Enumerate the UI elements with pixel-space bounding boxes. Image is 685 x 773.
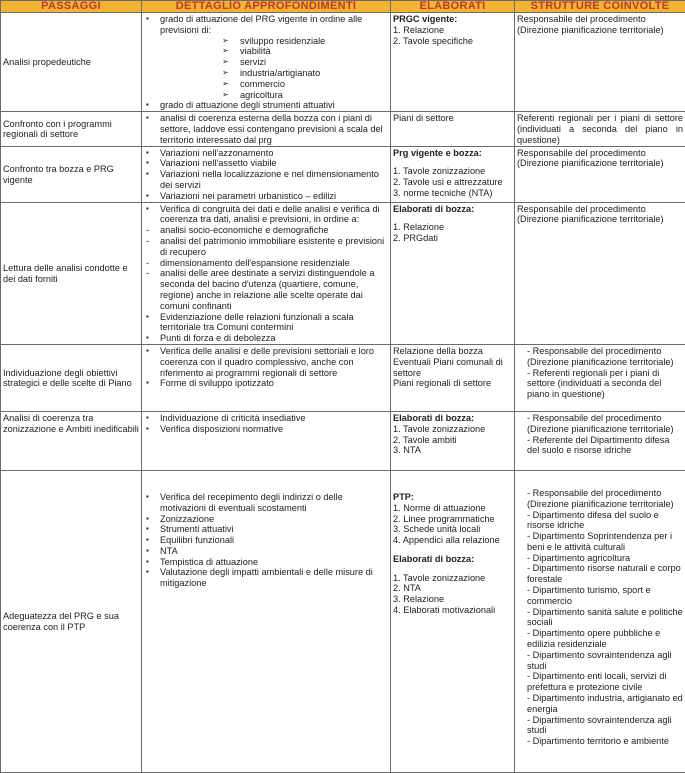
list-item: - Dipartimento sanità salute e politiche sociali — [527, 607, 683, 629]
list-item: - Dipartimento enti locali, servizi di prefettura e protezione civile — [527, 671, 683, 693]
arrow-icon: ➢ — [222, 46, 229, 57]
list-item: - Dipartimento agricoltura — [527, 553, 683, 564]
cell-elaborati — [391, 112, 515, 146]
cell-strutture — [515, 112, 685, 146]
list-item: ▪ Punti di forza e di debolezza — [144, 333, 388, 344]
list-item: 1. Tavole zonizzazione — [393, 573, 512, 584]
list-item: ➢ viabilità — [144, 46, 388, 57]
elaborati-title: Prg vigente e bozza: — [393, 148, 512, 159]
cell-strutture — [515, 146, 685, 202]
list-item: - Dipartimento sovraintendenza agli studi — [527, 650, 683, 672]
cell-elaborati — [391, 13, 515, 112]
list-item: Referenti regionali per i piani di settore (individuati a seconda del piano in questione) — [517, 113, 683, 145]
list-item: 2. Linee programmatiche — [393, 514, 512, 525]
cell-dettaglio — [142, 146, 391, 202]
list-item: - dimensionamento dell'espansione residenziale — [144, 258, 388, 269]
header-elaborati: ELABORATI — [391, 1, 515, 13]
cell-strutture — [515, 470, 685, 772]
list-item: ▪ grado di attuazione del PRG vigente in ordine alle previsioni di: — [144, 14, 388, 36]
list-item: ➢ agricoltura — [144, 90, 388, 101]
list-item: 3. NTA — [393, 445, 512, 456]
elaborati-title: Elaborati di bozza: — [393, 204, 512, 215]
header-strutture: STRUTTURE COINVOLTE — [515, 1, 685, 13]
cell-elaborati — [391, 202, 515, 344]
elaborati-title: PRGC vigente: — [393, 14, 512, 25]
list-item: ➢ sviluppo residenziale — [144, 36, 388, 47]
list-item: 4. Elaborati motivazionali — [393, 605, 512, 616]
list-item: ▪ Evidenziazione delle relazioni funzionali a scala territoriale tra Comuni contermini — [144, 312, 388, 334]
list-item: ▪ Variazioni nei parametri urbanistico – edilizi — [144, 191, 388, 202]
list-item: ▪ Verifica disposizioni normative — [144, 424, 388, 435]
list-item: Piani di settore — [393, 113, 512, 124]
cell-passaggio: Lettura delle analisi condotte e dei dati forniti — [1, 202, 142, 344]
table-row — [1, 146, 685, 202]
list-item: ▪ Verifica del recepimento degli indirizzi o delle motivazioni di eventuali scostamenti — [144, 492, 388, 514]
cell-dettaglio — [142, 202, 391, 344]
cell-dettaglio — [142, 344, 391, 411]
table-row — [1, 344, 685, 411]
cell-dettaglio — [142, 112, 391, 146]
arrow-icon: ➢ — [222, 90, 229, 101]
list-item: Eventuali Piani comunali di settore — [393, 357, 512, 379]
arrow-icon: ➢ — [222, 68, 229, 79]
list-item: 1. Relazione — [393, 25, 512, 36]
list-item: ▪ grado di attuazione degli strumenti attuativi — [144, 100, 388, 111]
list-item: ▪ Tempistica di attuazione — [144, 557, 388, 568]
list-item: 1. Tavole zonizzazione — [393, 166, 512, 177]
list-item: 2. Tavole specifiche — [393, 36, 512, 47]
cell-passaggio: Analisi di coerenza tra zonizzazione e Ambiti inedificabili — [1, 411, 142, 470]
header-dettaglio: DETTAGLIO APPROFONDIMENTI — [142, 1, 391, 13]
list-item: - analisi socio-economiche e demografiche — [144, 225, 388, 236]
list-item: 1. Tavole zonizzazione — [393, 424, 512, 435]
list-item: Piani regionali di settore — [393, 378, 512, 389]
list-item: (Direzione pianificazione territoriale) — [517, 25, 683, 36]
list-item: 4. Appendici alla relazione — [393, 535, 512, 546]
cell-elaborati — [391, 411, 515, 470]
list-item: - Dipartimento sovraintendenza agli studi — [527, 715, 683, 737]
arrow-icon: ➢ — [222, 79, 229, 90]
list-item: 1. Relazione — [393, 222, 512, 233]
cell-elaborati — [391, 146, 515, 202]
list-item: 2. Tavole ambiti — [393, 435, 512, 446]
list-item: ▪ Variazioni nella localizzazione e nel dimensionamento dei servizi — [144, 169, 388, 191]
cell-passaggio: Adeguatezza del PRG e sua coerenza con il PTP — [1, 470, 142, 772]
list-item: ▪ Strumenti attuativi — [144, 524, 388, 535]
list-item: - Referenti regionali per i piani di settore (individuati a seconda del piano in questione) — [527, 368, 683, 400]
list-item: ▪ Verifica di congruità dei dati e delle analisi e verifica di coerenza tra dati, analisi e previsioni, in ordine a: — [144, 204, 388, 226]
list-item: 3. Relazione — [393, 594, 512, 605]
list-item: ➢ commercio — [144, 79, 388, 90]
cell-passaggio: Individuazione degli obiettivi strategici e delle scelte di Piano — [1, 344, 142, 411]
table-row — [1, 112, 685, 146]
list-item: - Responsabile del procedimento (Direzione pianificazione territoriale) — [527, 346, 683, 368]
list-item: 2. PRGdati — [393, 233, 512, 244]
list-item: - analisi del patrimonio immobiliare esistente e previsioni di recupero — [144, 236, 388, 258]
list-item: ▪ Variazioni nell'azzonamento — [144, 148, 388, 159]
list-item: 3. Schede unità locali — [393, 524, 512, 535]
list-item: ▪ analisi di coerenza esterna della bozza con i piani di settore, laddove essi contengano previsioni a scala del territorio interessato dal prg — [144, 113, 388, 145]
list-item: ➢ industria/artigianato — [144, 68, 388, 79]
header-row — [1, 1, 685, 13]
list-item: ▪ Equilibri funzionali — [144, 535, 388, 546]
cell-dettaglio — [142, 13, 391, 112]
list-item: Relazione della bozza — [393, 346, 512, 357]
arrow-icon: ➢ — [222, 57, 229, 68]
list-item: - Responsabile del procedimento (Direzione pianificazione territoriale) — [527, 488, 683, 510]
list-item: - Dipartimento industria, artigianato ed energia — [527, 693, 683, 715]
list-item: Responsabile del procedimento — [517, 14, 683, 25]
table-row — [1, 411, 685, 470]
table-row — [1, 202, 685, 344]
list-item: ▪ Valutazione degli impatti ambientali e delle misure di mitigazione — [144, 567, 388, 589]
arrow-icon: ➢ — [222, 36, 229, 47]
list-item: - Dipartimento opere pubbliche e edilizia residenziale — [527, 628, 683, 650]
list-item: ▪ Forme di sviluppo ipotizzato — [144, 378, 388, 389]
table-row — [1, 470, 685, 772]
list-item: ▪ Variazioni nell'assetto viabile — [144, 158, 388, 169]
list-item: 1. Norme di attuazione — [393, 503, 512, 514]
list-item: - Dipartimento difesa del suolo e risorse idriche — [527, 510, 683, 532]
list-item: Responsabile del procedimento — [517, 204, 683, 215]
cell-dettaglio — [142, 470, 391, 772]
list-item: - Responsabile del procedimento (Direzione pianificazione territoriale) — [527, 413, 683, 435]
cell-elaborati — [391, 470, 515, 772]
cell-passaggio: Confronto tra bozza e PRG vigente — [1, 146, 142, 202]
list-item: (Direzione pianificazione territoriale) — [517, 214, 683, 225]
list-item: ▪ Zonizzazione — [144, 514, 388, 525]
list-item: ▪ Verifica delle analisi e delle previsioni settoriali e loro coerenza con il quadro complessivo, anche con riferimento ai programmi regionali di settore — [144, 346, 388, 378]
list-item: ➢ servizi — [144, 57, 388, 68]
list-item: 2. Tavole usi e attrezzature — [393, 177, 512, 188]
list-item: 2. NTA — [393, 583, 512, 594]
cell-strutture — [515, 13, 685, 112]
list-item: ▪ Individuazione di criticità insediative — [144, 413, 388, 424]
list-item: - Dipartimento territorio e ambiente — [527, 736, 683, 747]
cell-strutture — [515, 411, 685, 470]
list-item: - analisi delle aree destinate a servizi distinguendole a seconda del bacino d'utenza (quartiere, comune, regione) anche in relazione alle scelte operate dai comuni confinanti — [144, 268, 388, 311]
elaborati-title: PTP: — [393, 492, 512, 503]
elaborati-title: Elaborati di bozza: — [393, 413, 512, 424]
table-row — [1, 13, 685, 112]
list-item: - Referente del Dipartimento difesa del suolo e risorse idriche — [527, 435, 683, 457]
cell-strutture — [515, 202, 685, 344]
list-item: - Dipartimento risorse naturali e corpo forestale — [527, 563, 683, 585]
cell-strutture — [515, 344, 685, 411]
cell-passaggio: Analisi propedeutiche — [1, 13, 142, 112]
list-item: - Dipartimento Soprintendenza per i beni e le attività culturali — [527, 531, 683, 553]
cell-dettaglio — [142, 411, 391, 470]
list-item: ▪ NTA — [144, 546, 388, 557]
elaborati-title: Elaborati di bozza: — [393, 554, 512, 565]
list-item: Responsabile del procedimento — [517, 148, 683, 159]
list-item: (Direzione pianificazione territoriale) — [517, 158, 683, 169]
list-item: - Dipartimento turismo, sport e commercio — [527, 585, 683, 607]
list-item: 3. norme tecniche (NTA) — [393, 188, 512, 199]
cell-passaggio: Confronto con i programmi regionali di settore — [1, 112, 142, 146]
header-passaggi: PASSAGGI — [1, 1, 142, 13]
cell-elaborati — [391, 344, 515, 411]
